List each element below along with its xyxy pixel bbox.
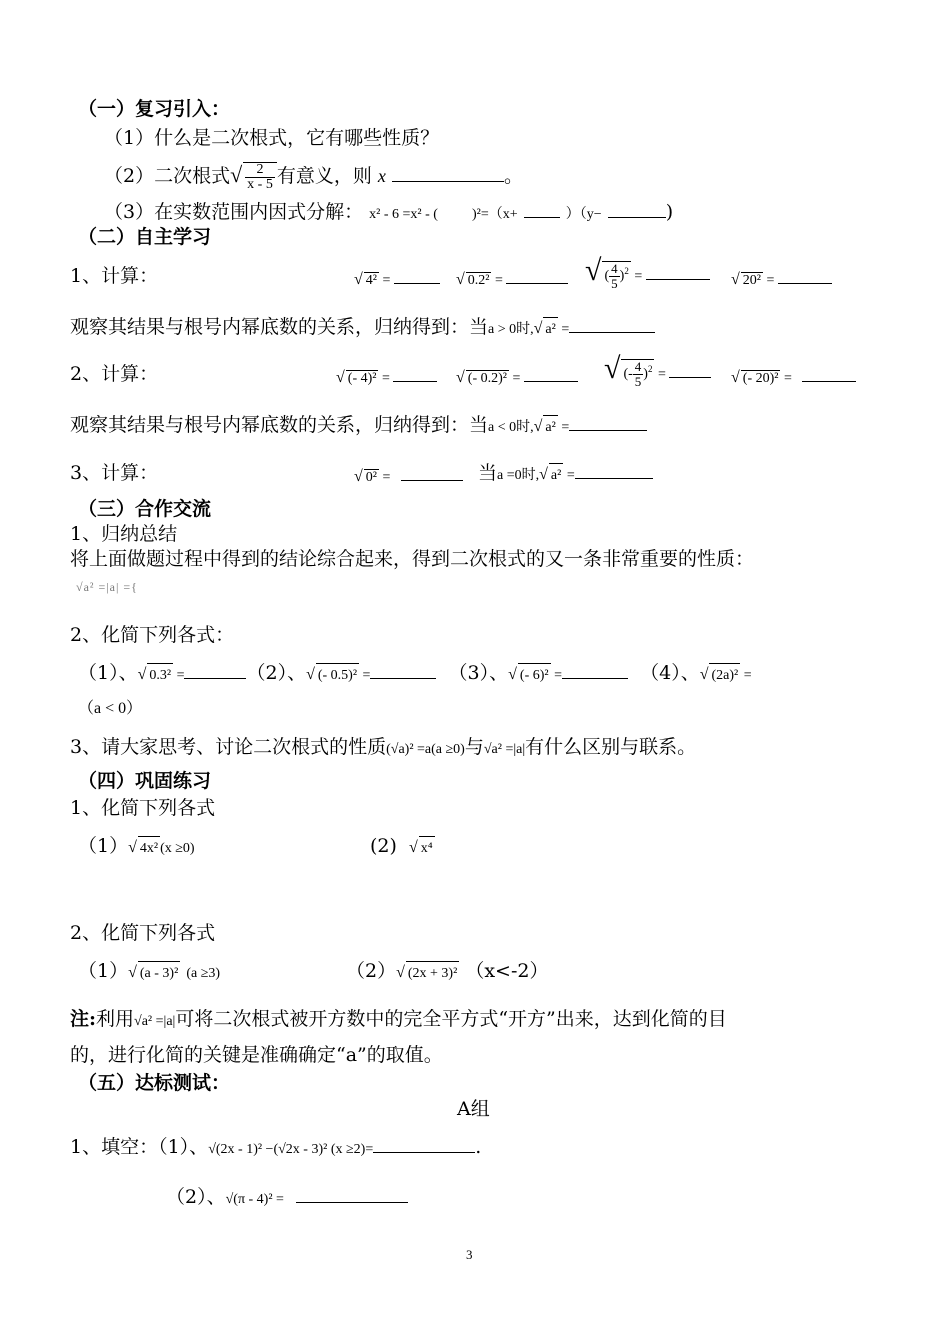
calc-3-label: 3、计算： bbox=[70, 462, 159, 484]
summary-heading: 1、归纳总结 bbox=[70, 523, 178, 545]
answer-blank[interactable] bbox=[524, 199, 560, 218]
answer-blank[interactable] bbox=[184, 660, 246, 679]
radicand: (- 4)² bbox=[347, 371, 377, 386]
answer-blank[interactable] bbox=[392, 163, 504, 182]
item-label: （1） bbox=[78, 960, 129, 982]
item-1-label: （1）、 bbox=[78, 662, 138, 684]
answer-blank[interactable] bbox=[506, 265, 568, 284]
item-3-label: （3）、 bbox=[448, 662, 509, 684]
section-5-title: （五）达标测试： bbox=[78, 1072, 231, 1094]
condition: (x ≥0) bbox=[160, 841, 195, 856]
radicand: a² bbox=[543, 415, 557, 440]
answer-blank[interactable] bbox=[394, 265, 440, 284]
section-4-title: （四）巩固练习 bbox=[78, 770, 212, 792]
summary-text: 将上面做题过程中得到的结论综合起来，得到二次根式的又一条非常重要的性质： bbox=[70, 548, 755, 570]
radicand: (- 20)² bbox=[742, 371, 779, 386]
item-4-label: （4）、 bbox=[640, 662, 700, 684]
radicand: (2x + 3)² bbox=[406, 961, 459, 986]
item-4-condition: （a < 0） bbox=[78, 700, 143, 717]
exercise-1-item-2: (2) √ x⁴ bbox=[370, 834, 435, 861]
note-prefix: 利用 bbox=[96, 1008, 135, 1030]
calc-1-expr-2: √ 0.2² = bbox=[456, 265, 568, 289]
fraction-denominator: x - 5 bbox=[247, 177, 273, 192]
radicand: 20² bbox=[742, 273, 761, 288]
section-1-title: （一）复习引入： bbox=[78, 98, 231, 120]
radicand: 0.2² bbox=[467, 273, 490, 288]
fill-2 bbox=[166, 1184, 408, 1212]
answer-blank[interactable] bbox=[393, 363, 437, 382]
calc-2-expr-4: √ (- 20)² = bbox=[731, 363, 856, 387]
observation-text: 观察其结果与根号内幂底数的关系，归纳得到：当 bbox=[70, 414, 489, 436]
variable-x: x bbox=[377, 166, 386, 186]
calc-1-expr-1: √ 4² = bbox=[354, 265, 440, 289]
answer-blank[interactable] bbox=[373, 1134, 475, 1153]
observation-text: 观察其结果与根号内幂底数的关系，归纳得到：当 bbox=[70, 316, 489, 338]
radicand: 4² bbox=[365, 273, 377, 288]
item-label: （1） bbox=[78, 835, 129, 857]
question-3 bbox=[104, 199, 673, 227]
note-line-2: 的，进行化简的关键是准确确定“a”的取值。 bbox=[70, 1044, 443, 1066]
fill-1 bbox=[70, 1134, 481, 1162]
answer-blank[interactable] bbox=[575, 460, 653, 479]
page-number: 3 bbox=[466, 1247, 473, 1262]
note-label: 注: bbox=[70, 1008, 97, 1030]
answer-blank[interactable] bbox=[778, 265, 832, 284]
simplify-heading: 2、化简下列各式： bbox=[70, 624, 235, 646]
period: . bbox=[475, 1136, 482, 1158]
fill-1-label: 1、填空：（1）、 bbox=[70, 1136, 209, 1158]
fill-2-expression: √(π - 4)² = bbox=[225, 1192, 284, 1207]
calc-2-label: 2、计算： bbox=[70, 363, 159, 385]
conjunction: 与 bbox=[464, 736, 484, 758]
radicand: (2a)² bbox=[709, 663, 740, 688]
exercise-1-heading: 1、化简下列各式 bbox=[70, 797, 216, 819]
radicand: 0.3² bbox=[147, 663, 173, 688]
exercise-2-heading: 2、化简下列各式 bbox=[70, 922, 216, 944]
calc-2-expr-3: √ (- $\frac{4}{5}$ )$^2$ = bbox=[604, 352, 711, 389]
question-2: （2）二次根式√ $\frac{2}{x - 5}$ 有意义，则 x 。 bbox=[104, 162, 523, 192]
q3-paren: ）（y− bbox=[565, 207, 602, 222]
fill-1-expression: √(2x - 1)² −(√2x - 3)² (x ≥2)= bbox=[208, 1142, 374, 1157]
q3-close: ) bbox=[665, 201, 674, 223]
question-1: （1）什么是二次根式，它有哪些性质？ bbox=[104, 127, 440, 149]
q3-middle: )²=（x+ bbox=[472, 207, 518, 222]
question-2-suffix: 有意义，则 bbox=[276, 165, 372, 187]
radicand: (a - 3)² bbox=[138, 961, 180, 986]
radicand: 0² bbox=[365, 470, 377, 485]
exercise-2-item-2: （2）√ (2x + 3)² （x<-2） bbox=[346, 959, 549, 986]
radicand: 4x² bbox=[138, 836, 160, 861]
answer-blank[interactable] bbox=[401, 462, 463, 481]
answer-blank[interactable] bbox=[524, 363, 578, 382]
simplify-row: （1）、√ 0.3² = （2）、√ (- 0.5)² = （3）、√ (- 6)² = （4）、√ (2a)² = bbox=[78, 660, 752, 688]
radicand: (- 0.5)² bbox=[316, 663, 359, 688]
denominator: 5 bbox=[634, 374, 642, 390]
answer-blank[interactable] bbox=[608, 199, 666, 218]
answer-blank[interactable] bbox=[669, 359, 711, 378]
item-label: （2） bbox=[346, 960, 397, 982]
condition: a < 0时, bbox=[488, 420, 534, 435]
period: 。 bbox=[503, 165, 523, 187]
note-formula: √a² =|a| bbox=[134, 1014, 176, 1029]
calc-3-condition: 当a =0时,√ a² = bbox=[478, 460, 653, 488]
condition: a > 0时, bbox=[488, 322, 534, 337]
observation-1: 观察其结果与根号内幂底数的关系，归纳得到：当a > 0时,√ a² = bbox=[70, 314, 655, 342]
discussion bbox=[70, 735, 696, 762]
q3-expression: x² - 6 =x² - ( bbox=[369, 207, 438, 222]
condition: （x<-2） bbox=[465, 960, 549, 982]
formula-2: √a² =|a| bbox=[483, 742, 526, 757]
discussion-suffix: 有什么区别与联系。 bbox=[525, 736, 697, 758]
item-2-label: （2）、 bbox=[246, 662, 307, 684]
answer-blank[interactable] bbox=[802, 363, 856, 382]
observation-2: 观察其结果与根号内幂底数的关系，归纳得到：当a < 0时,√ a² = bbox=[70, 412, 647, 440]
condition: (a ≥3) bbox=[186, 966, 221, 981]
answer-blank[interactable] bbox=[562, 660, 628, 679]
denominator: 5 bbox=[611, 276, 618, 292]
fraction-numerator: 2 bbox=[245, 163, 275, 178]
radicand: x⁴ bbox=[419, 836, 435, 861]
item-label: (2) bbox=[370, 835, 397, 857]
note bbox=[70, 1007, 727, 1034]
when-text: 当 bbox=[478, 462, 498, 484]
exercise-2-item-1: （1）√ (a - 3)² (a ≥3) bbox=[78, 959, 220, 986]
answer-blank[interactable] bbox=[370, 660, 436, 679]
exercise-1-item-1: （1）√ 4x² (x ≥0) bbox=[78, 834, 195, 861]
section-3-title: （三）合作交流 bbox=[78, 498, 212, 520]
calc-2-expr-1: √ (- 4)² = bbox=[336, 363, 437, 387]
condition: a =0时, bbox=[497, 468, 540, 483]
answer-blank[interactable] bbox=[646, 261, 710, 280]
calc-1-expr-4: √ 20² = bbox=[731, 265, 832, 289]
radicand: (- 6)² bbox=[518, 663, 551, 688]
group-a-heading: A组 bbox=[457, 1098, 490, 1120]
numerator: 4 bbox=[634, 359, 642, 375]
question-2-prefix: （2）二次根式 bbox=[104, 165, 231, 187]
fraction bbox=[243, 162, 277, 192]
question-3-prefix: （3）在实数范围内因式分解： bbox=[104, 201, 364, 223]
note-text: 可将二次根式被开方数中的完全平方式“开方”出来，达到化简的目 bbox=[175, 1008, 727, 1030]
calc-2-expr-2: √ (- 0.2)² = bbox=[456, 363, 578, 387]
radicand: a² bbox=[543, 317, 557, 342]
calc-3-expr: √ 0² = bbox=[354, 462, 463, 486]
answer-blank[interactable] bbox=[296, 1184, 408, 1203]
discussion-prefix: 3、请大家思考、讨论二次根式的性质 bbox=[70, 736, 387, 758]
section-2-title: （二）自主学习 bbox=[78, 226, 212, 248]
calc-1-label: 1、计算： bbox=[70, 265, 159, 287]
radicand: (- 0.2)² bbox=[467, 371, 507, 386]
answer-blank[interactable] bbox=[569, 412, 647, 431]
calc-1-expr-3: √ ( $\frac{4}{5}$ )$^2$ = bbox=[585, 254, 710, 291]
answer-blank[interactable] bbox=[569, 314, 655, 333]
radicand: a² bbox=[549, 463, 563, 488]
sign: (- bbox=[623, 367, 633, 382]
property-formula-faint: √a² =|a| ={ bbox=[76, 580, 138, 594]
numerator: 4 bbox=[611, 261, 618, 277]
fill-2-label: （2）、 bbox=[166, 1186, 226, 1208]
formula-1: (√a)² =a(a ≥0) bbox=[386, 742, 465, 757]
